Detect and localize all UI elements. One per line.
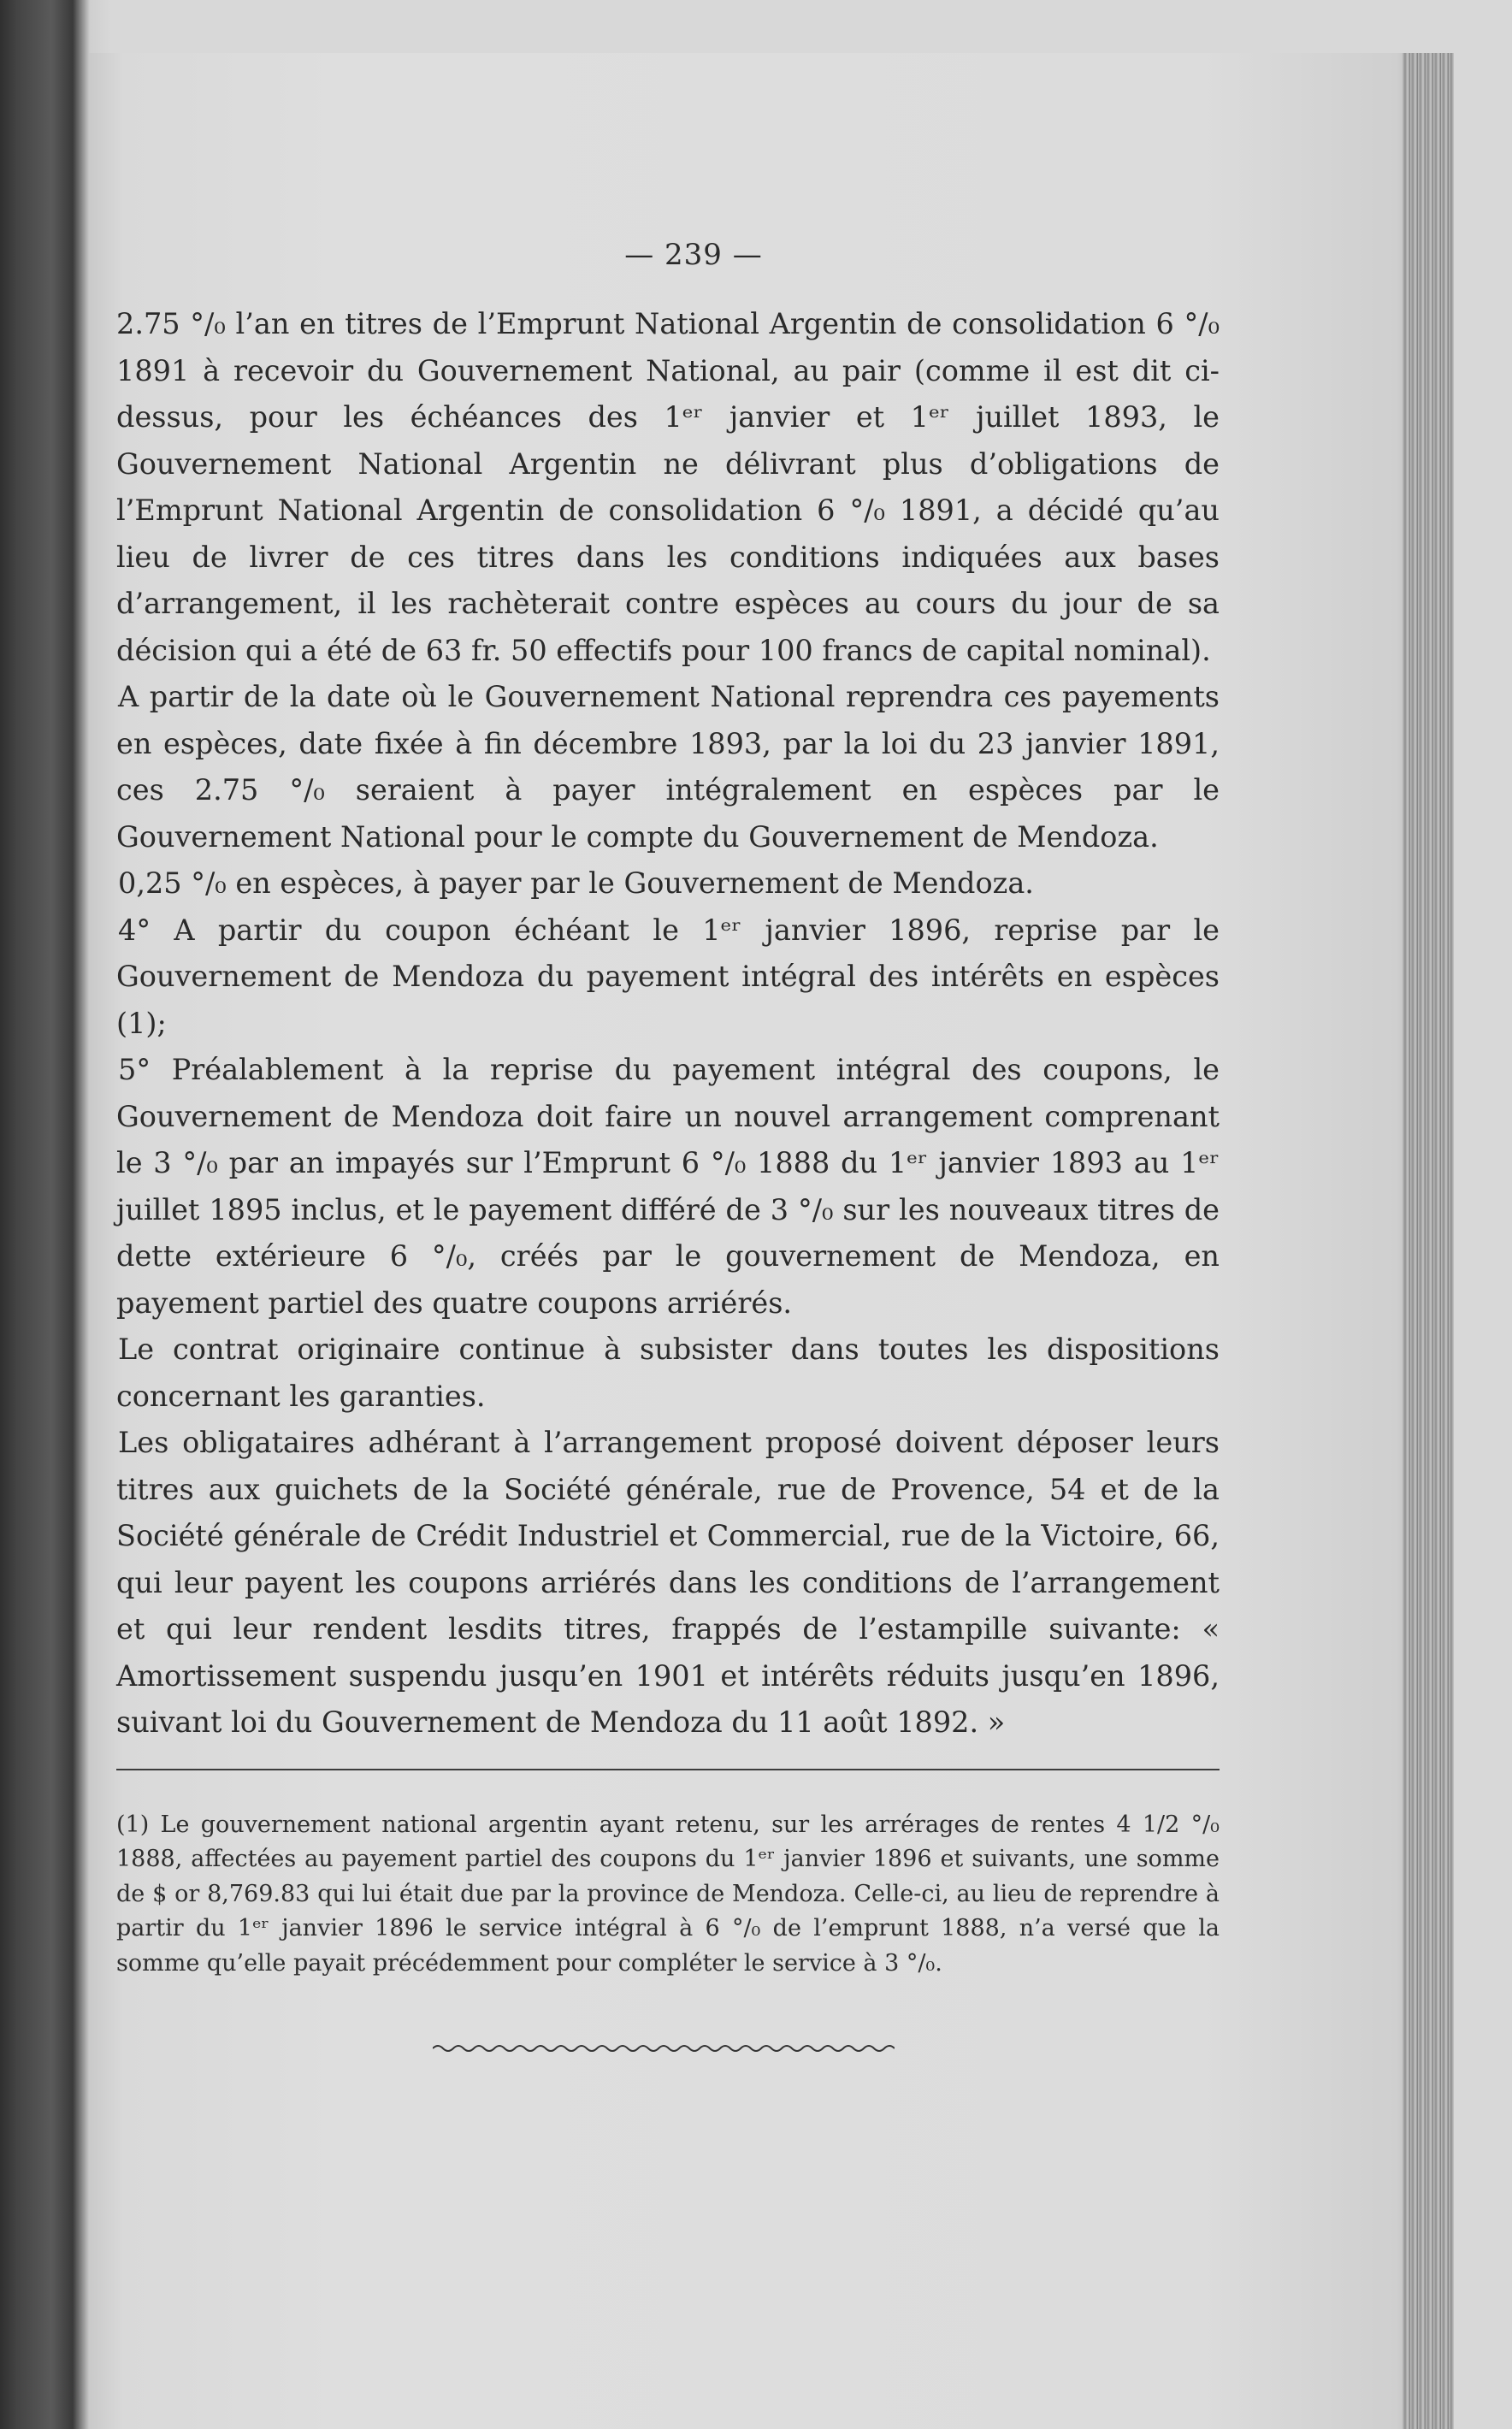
page-text (116, 238, 1220, 2059)
paragraph-4: 4° A partir du coupon échéant le 1ᵉʳ janvier 1896, reprise par le Gouvernement de Mendoza du payement intégral des intérêts en espèces (1); (116, 913, 1220, 1040)
paragraph-5: 5° Préalablement à la reprise du payement intégral des coupons, le Gouvernement de Mendoza doit faire un nouvel arrangement comprenant le 3 °/₀ par an impayés sur l’Emprunt 6 °/₀ 1888 du 1ᵉʳ janvier 1893 au 1ᵉʳ juillet 1895 inclus, et le payement différé de 3 °/₀ sur les nouveaux titres de dette extérieure 6 °/₀, créés par le gouvernement de Mendoza, en payement partiel des quatre coupons arriérés. (116, 1053, 1220, 1320)
paragraph-2: A partir de la date où le Gouvernement National reprendra ces payements en espèces, date fixée à fin décembre 1893, par la loi du 23 janvier 1891, ces 2.75 °/₀ seraient à payer intégralement en espèces par le Gouvernement National pour le compte du Gouvernement de Mendoza. (116, 680, 1220, 854)
paragraph-7: Les obligataires adhérant à l’arrangement proposé doivent déposer leurs titres aux guichets de la Société générale, rue de Provence, 54 et de la Société générale de Crédit Industriel et Commercial, rue de la Victoire, 66, qui leur payent les coupons arriérés dans les conditions de l’arrangement et qui leur rendent lesdits titres, frappés de l’estampille suivante: « Amortissement suspendu jusqu’en 1901 et intérêts réduits jusqu’en 1896, suivant loi du Gouvernement de Mendoza du 11 août 1892. » (116, 1426, 1220, 1739)
end-ornament (433, 2042, 895, 2055)
footnote: (1) Le gouvernement national argentin ayant retenu, sur les arrérages de rentes 4 1/2 °/₀ 1888, affectées au payement partiel des coupons du 1ᵉʳ janvier 1896 et suivants, une somme de $ or 8,769.83 qui lui était due par la province de Mendoza. Celle-ci, au lieu de reprendre à partir du 1ᵉʳ janvier 1896 le service intégral à 6 °/₀ de l’emprunt 1888, n’a versé que la somme qu’elle payait précédemment pour compléter le service à 3 °/₀. (116, 1811, 1220, 1977)
footnote-rule (116, 1769, 1220, 1770)
paragraph-6: Le contrat originaire continue à subsister dans toutes les dispositions concernant les garanties. (116, 1333, 1220, 1413)
paragraph-3: 0,25 °/₀ en espèces, à payer par le Gouvernement de Mendoza. (118, 866, 1034, 900)
page-edges (1403, 53, 1454, 2429)
page-number: — 239 — (624, 238, 763, 272)
paragraph-1: 2.75 °/₀ l’an en titres de l’Emprunt National Argentin de consolidation 6 °/₀ 1891 à recevoir du Gouvernement National, au pair (comme il est dit ci-dessus, pour les échéances des 1ᵉʳ janvier et 1ᵉʳ juillet 1893, le Gouvernement National Argentin ne délivrant plus d’obligations de l’Emprunt National Argentin de consolidation 6 °/₀ 1891, a décidé qu’au lieu de livrer de ces titres dans les conditions indiquées aux bases d’arrangement, il les rachèterait contre espèces au cours du jour de sa décision qui a été de 63 fr. 50 effectifs pour 100 francs de capital nominal). (116, 307, 1220, 667)
